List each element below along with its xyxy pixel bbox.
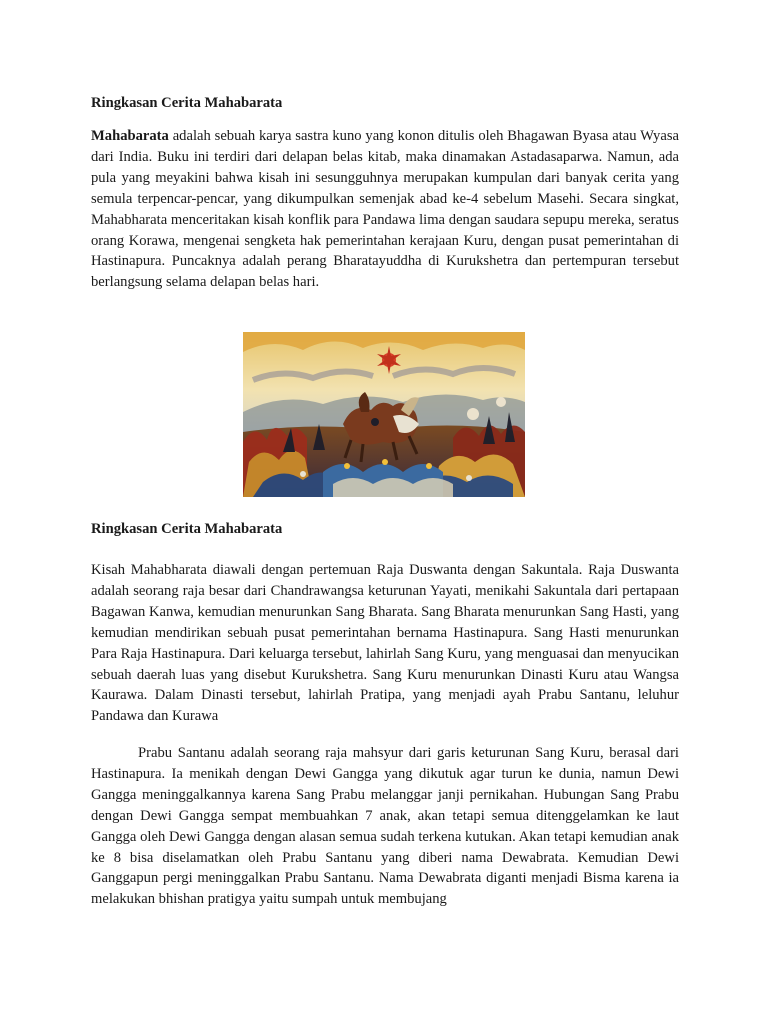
story-paragraph: Kisah Mahabharata diawali dengan pertemuan Raja Duswanta dengan Sakuntala. Raja Duswanta adalah seorang raja besar dari Chandrawangsa keturunan Yayati, menikahi Sakuntala dari pertapaan Bagawan Kanwa, kemudian menurunkan Sang Bharata. Sang Bharata menurunkan Sang Hasti, yang kemudian mendirikan sebuah pusat pemerintahan bernama Hastinapura. Sang Hasti menurunkan Para Raja Hastinapura. Dari keluarga tersebut, lahirlah Sang Kuru, yang menguasai dan menyucikan sebuah daerah luas yang disebut Kurukshetra. Sang Kuru menurunkan Dinasti Kuru atau Wangsa Kaurawa. Dalam Dinasti tersebut, lahirlah Pratipa, yang menjadi ayah Prabu Santanu, leluhur Pandawa dan Kurawa [91, 562, 679, 725]
story-paragraph: Prabu Santanu adalah seorang raja mahsyur dari garis keturunan Sang Kuru, berasal dari Hastinapura. Ia menikah dengan Dewi Gangga yang dikutuk agar turun ke dunia, namun Dewi Gangga meninggalkannya karena Sang Prabu melanggar janji pernikahan. Hubungan Sang Prabu dengan Dewi Gangga sempat membuahkan 7 anak, akan tetapi semua ditenggelamkan ke laut Gangga oleh Dewi Gangga dengan alasan semua sudah terkena kutukan. Akan tetapi kemudian anak ke 8 bisa diselamatkan oleh Prabu Santanu yang diberi nama Dewabrata. Kemudian Dewi Ganggapun pergi meninggalkan Prabu Santanu. Nama Dewabrata diganti menjadi Bisma karena ia melakukan bhishan pratigya yaitu sumpah untuk membujang [91, 745, 679, 908]
section-title: Ringkasan Cerita Mahabarata [91, 521, 283, 537]
intro-text: adalah sebuah karya sastra kuno yang konon ditulis oleh Bhagawan Byasa atau Wyasa dari India. Buku ini terdiri dari delapan belas kitab, maka dinamakan Astadasaparwa. Namun, ada pula yang meyakini bahwa kisah ini sesungguhnya merupakan kumpulan dari banyak cerita yang semula terpencar-pencar, yang dikumpulkan semenjak abad ke-4 sebelum Masehi. Secara singkat, Mahabharata menceritakan kisah konflik para Pandawa lima dengan saudara sepupu mereka, seratus orang Korawa, mengenai sengketa hak pemerintahan kerajaan Kuru, dengan pusat pemerintahan di Hastinapura. Puncaknya adalah perang Bharatayuddha di Kurukshetra dan pertempuran tersebut berlangsung selama delapan belas hari. [91, 128, 679, 291]
intro-paragraph [91, 126, 679, 293]
intro-lead-term: Mahabarata [91, 128, 169, 144]
section-title: Ringkasan Cerita Mahabarata [91, 95, 283, 111]
wayang-battle-painting [243, 332, 525, 497]
